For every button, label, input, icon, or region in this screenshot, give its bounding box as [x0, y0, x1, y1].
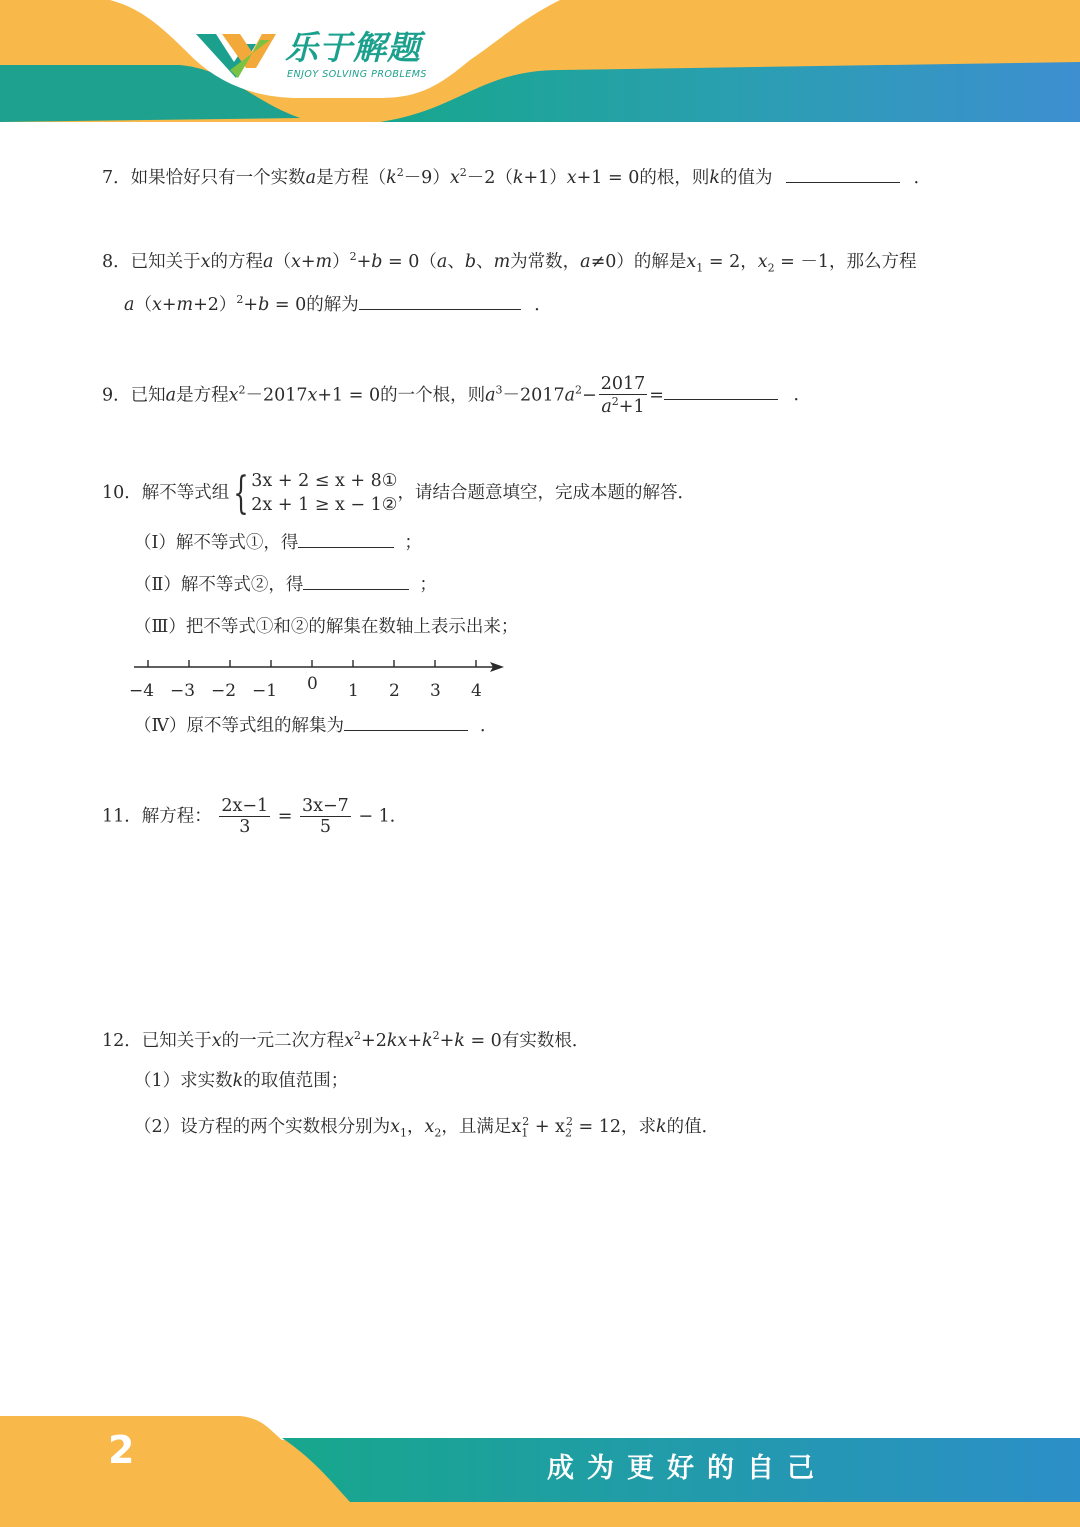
question-12-part-1: （1）求实数k的取值范围； [134, 1071, 349, 1091]
system-brace: { [233, 467, 249, 519]
q10-part-4-blank[interactable] [344, 729, 468, 731]
header-banner [0, 0, 1080, 135]
logo-text-en: ENJOY SOLVING PROBLEMS [287, 69, 427, 80]
tick-label: 3 [430, 681, 441, 701]
question-9: 9．已知a是方程$x^2-2017x+1 = 0$的一个根，则$a^3-2017a^2-$ $\frac{2017}{a^2+1}$ = ． [102, 374, 811, 418]
question-10-part-1: （Ⅰ）解不等式①，得 ； [134, 533, 422, 553]
question-12-part-2: （2）设方程的两个实数根分别为$x_1$，$x_2$，且满足$x_1^2 + x_2^2 = 12$，求k的值． [134, 1115, 720, 1140]
footer-slogan: 成为更好的自己 [547, 1453, 827, 1484]
tick-label: 2 [389, 681, 400, 701]
q10-part-2-blank[interactable] [303, 588, 409, 590]
question-11: 11．解方程： $\frac{2x-1}{3}$ = $\frac{3x-7}{5}$ − 1． [102, 796, 408, 838]
tick-label: 0 [307, 674, 318, 694]
tick-label: 4 [471, 681, 482, 701]
tick-label: −2 [211, 681, 237, 701]
question-10-part-3: （Ⅲ）把不等式①和②的解集在数轴上表示出来； [134, 617, 519, 637]
q11-fraction-left: $\frac{2x-1}{3}$ [221, 796, 269, 838]
q9-fraction: $\frac{2017}{a^2+1}$ [600, 374, 646, 418]
question-12: 12．已知关于x的一元二次方程$x^2+2kx+k^2+k = 0$有实数根． [102, 1029, 590, 1051]
q8-answer-blank[interactable] [359, 308, 521, 310]
question-10-part-2: （Ⅱ）解不等式②，得 ； [134, 575, 437, 595]
page-number: 2 [108, 1428, 135, 1472]
inequality-system: 3x + 2 ≤ x + 8① 2x + 1 ≥ x − 1② [251, 471, 398, 515]
question-8-line-2: $a(x+m+2)^2+b = 0$的解为 ． [124, 293, 552, 315]
tick-label: −3 [170, 681, 196, 701]
number-line [128, 655, 513, 681]
question-10-part-4: （Ⅳ）原不等式组的解集为 ． [134, 716, 498, 736]
logo-text-cn: 乐于解题 [285, 28, 421, 67]
question-10: 10．解不等式组{ 3x + 2 ≤ x + 8① 2x + 1 ≥ x − 1② ，请结合题意填空，完成本题的解答． [102, 467, 695, 519]
q11-fraction-right: $\frac{3x-7}{5}$ [302, 796, 349, 838]
q9-answer-blank[interactable] [664, 398, 778, 400]
question-8: 8．已知关于x的方程$a(x+m)^2+b = 0(a$、b、m为常数，a≠0）的解是$x_1 = 2$，$x_2 = -1$，那么方程 [102, 250, 917, 275]
tick-label: −1 [252, 681, 278, 701]
tick-label: 1 [348, 681, 359, 701]
question-7: 7．如果恰好只有一个实数a是方程$(k^2-9)x^2-2(k+1)x+1 = 0$的根，则k的值为 ． [102, 166, 932, 188]
footer-banner [0, 1410, 1080, 1527]
q7-answer-blank[interactable] [786, 181, 900, 183]
tick-label: −4 [129, 681, 155, 701]
q10-part-1-blank[interactable] [298, 546, 394, 548]
